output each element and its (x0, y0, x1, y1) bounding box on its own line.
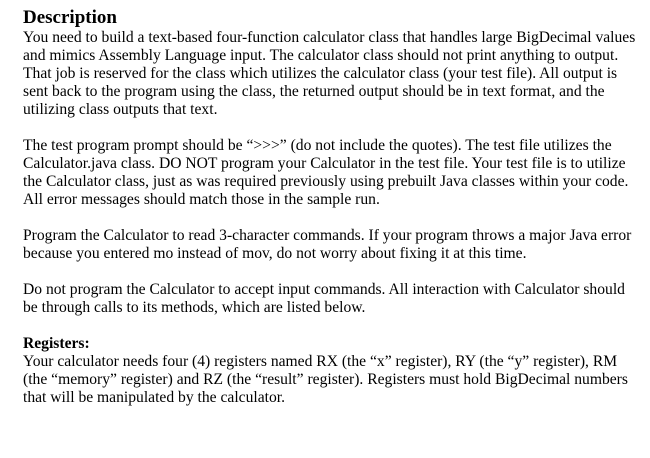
paragraph-commands: Program the Calculator to read 3-character commands. If your program throws a major Java error because you entered mo instead of mov, do not worry about fixing it at this time. (23, 227, 632, 262)
description-heading: Description (23, 7, 117, 28)
paragraph-intro: You need to build a text-based four-function calculator class that handles large BigDecimal values and mimics Assembly Language input. The calculator class should not print anything to output. That job is reserved for the class which utilizes the calculator class (your test file). All output is sent back to the program using the class, the returned output should be in text format, and the utilizing class outputs that text. (23, 29, 636, 118)
paragraph-test-program: The test program prompt should be “>>>” (do not include the quotes). The test file utilizes the Calculator.java class. DO NOT program your Calculator in the test file. Your test file is to utilize the Calculator class, just as was required previously using prebuilt Java classes within your code. All error messages should match those in the sample run. (23, 137, 629, 208)
paragraph-registers: Your calculator needs four (4) registers named RX (the “x” register), RY (the “y” register), RM (the “memory” register) and RZ (the “result” register). Registers must hold BigDecimal numbers that will be manipulated by the calculator. (23, 353, 628, 406)
registers-heading: Registers: (23, 335, 90, 352)
document-page (23, 7, 639, 407)
paragraph-interaction: Do not program the Calculator to accept input commands. All interaction with Calculator should be through calls to its methods, which are listed below. (23, 281, 625, 316)
